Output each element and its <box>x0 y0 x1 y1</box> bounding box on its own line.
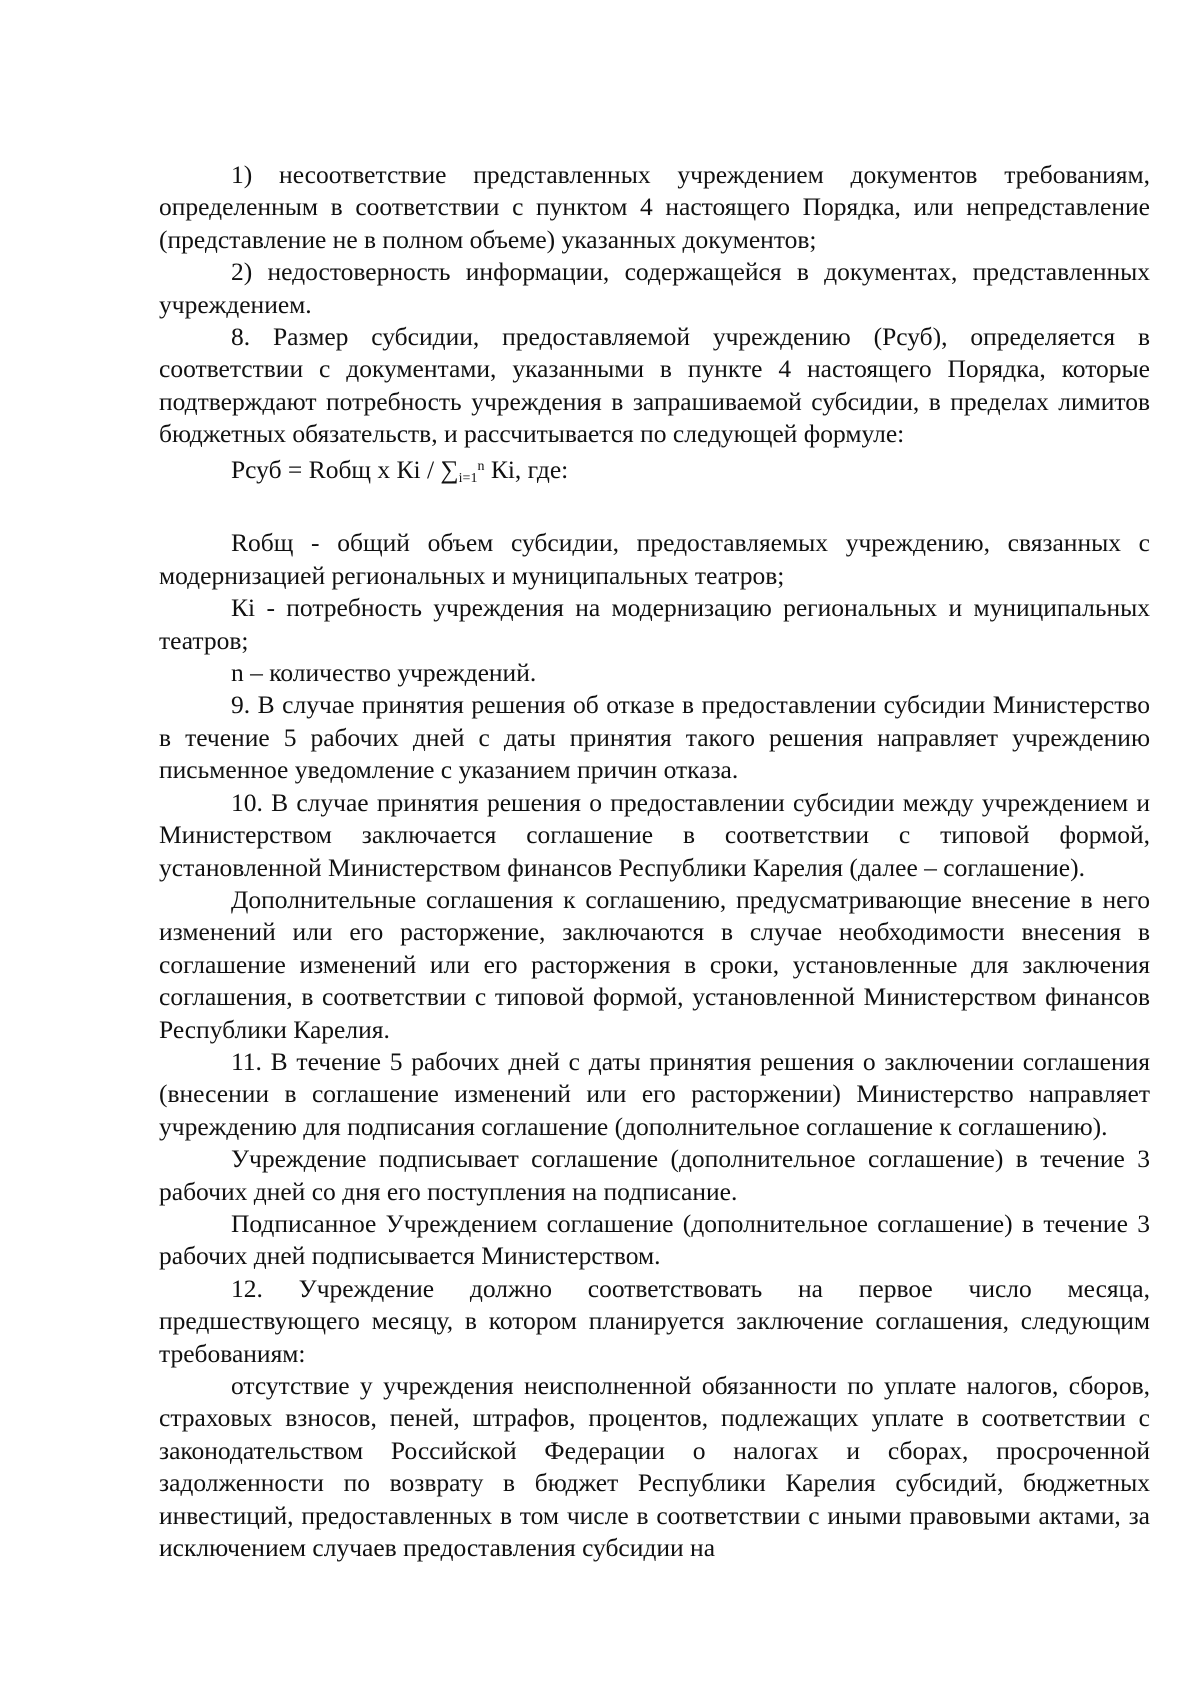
formula-lhs: Рсуб = Rобщ х Кi / <box>231 454 441 484</box>
paragraph: Учреждение подписывает соглашение (дополнительное соглашение) в течение 3 рабочих дней со дня его поступления на подписание. <box>159 1144 1150 1206</box>
document-body <box>159 159 1150 1564</box>
sum-symbol: ∑ <box>440 454 459 484</box>
paragraph: 11. В течение 5 рабочих дней с даты принятия решения о заключении соглашения (внесении в соглашение изменений или его расторжении) Министерство направляет учреждению для подписания соглашение (дополнительное соглашение к соглашению). <box>159 1046 1150 1141</box>
sum-upper-index: n <box>477 458 485 474</box>
paragraph: 2) недостоверность информации, содержащейся в документах, представленных учреждением. <box>159 257 1150 319</box>
formula <box>159 451 1150 495</box>
paragraph: 8. Размер субсидии, предоставляемой учреждению (Рсуб), определяется в соответствии с документами, указанными в пункте 4 настоящего Порядка, которые подтверждают потребность учреждения в запрашиваемой субсидии, в пределах лимитов бюджетных обязательств, и рассчитывается по следующей формуле: <box>159 322 1150 449</box>
definition: Rобщ - общий объем субсидии, предоставляемых учреждению, связанных с модернизацией региональных и муниципальных театров; <box>159 528 1150 590</box>
definition: Кi - потребность учреждения на модернизацию региональных и муниципальных театров; <box>159 593 1150 655</box>
sum-lower-index: i=1 <box>458 470 478 486</box>
paragraph: 10. В случае принятия решения о предоставлении субсидии между учреждением и Министерством заключается соглашение в соответствии с типовой формой, установленной Министерством финансов Республики Карелия (далее – соглашение). <box>159 787 1150 882</box>
paragraph: отсутствие у учреждения неисполненной обязанности по уплате налогов, сборов, страховых взносов, пеней, штрафов, процентов, подлежащих уплате в соответствии с законодательством Российской Федерации о налогах и сборах, просроченной задолженности по возврату в бюджет Республики Карелия субсидий, бюджетных инвестиций, предоставленных в том числе в соответствии с иными правовыми актами, за исключением случаев предоставления субсидии на <box>159 1371 1150 1563</box>
definition: n – количество учреждений. <box>231 658 537 688</box>
paragraph: 9. В случае принятия решения об отказе в предоставлении субсидии Министерство в течение 5 рабочих дней с даты принятия такого решения направляет учреждению письменное уведомление с указанием причин отказа. <box>159 690 1150 785</box>
paragraph: 1) несоответствие представленных учреждением документов требованиям, определенным в соответствии с пунктом 4 настоящего Порядка, или непредставление (представление не в полном объеме) указанных документов; <box>159 160 1150 254</box>
blank-line <box>159 495 1150 527</box>
paragraph: Подписанное Учреждением соглашение (дополнительное соглашение) в течение 3 рабочих дней подписывается Министерством. <box>159 1208 1150 1271</box>
paragraph: Дополнительные соглашения к соглашению, предусматривающие внесение в него изменений или его расторжение, заключаются в случае необходимости внесения в соглашение изменений или его расторжения в сроки, установленные для заключения соглашения, в соответствии с типовой формой, установленной Министерством финансов Республики Карелия. <box>159 884 1150 1044</box>
paragraph: 12. Учреждение должно соответствовать на первое число месяца, предшествующего месяцу, в котором планируется заключение соглашения, следующим требованиям: <box>159 1273 1150 1368</box>
formula-rhs: Кi, где: <box>484 454 569 484</box>
